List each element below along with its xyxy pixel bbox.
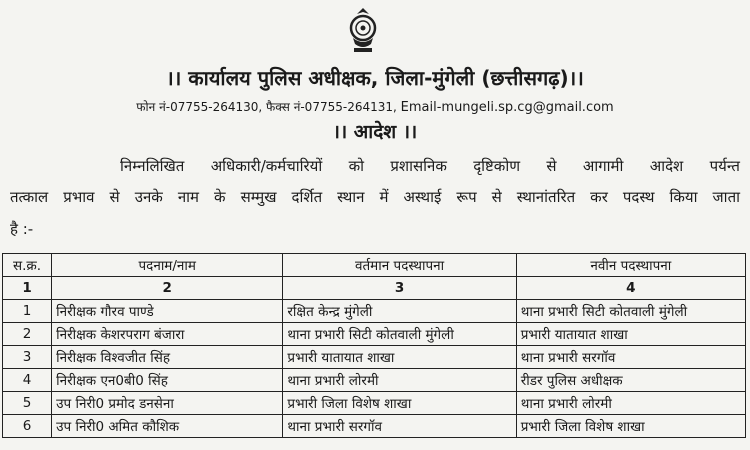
row-new-posting: रीडर पुलिस अधीक्षक <box>516 369 745 392</box>
table-row <box>3 323 746 346</box>
row-name: उप निरी0 प्रमोद डनसेना <box>52 392 283 415</box>
column-number: 4 <box>516 277 745 300</box>
column-number: 3 <box>283 277 516 300</box>
header-serial: स.क्र. <box>3 254 52 277</box>
row-current-posting: प्रभारी जिला विशेष शाखा <box>283 392 516 415</box>
row-new-posting: प्रभारी यातायात शाखा <box>516 323 745 346</box>
row-new-posting: प्रभारी जिला विशेष शाखा <box>516 415 745 438</box>
row-current-posting: थाना प्रभारी सरगॉव <box>283 415 516 438</box>
body-text-line-3: है :- <box>10 220 34 238</box>
table-row <box>3 346 746 369</box>
contact-line <box>0 98 750 115</box>
row-name: निरीक्षक गौरव पाण्डे <box>52 300 283 323</box>
column-number: 1 <box>3 277 52 300</box>
table-row <box>3 369 746 392</box>
table-row <box>3 415 746 438</box>
column-number-row <box>3 277 746 300</box>
row-new-posting: थाना प्रभारी सरगॉव <box>516 346 745 369</box>
body-text-line-2: तत्काल प्रभाव से उनके नाम के सम्मुख दर्शित स्थान में अस्थाई रूप से स्थानांतरित कर पदस्थ किया जाता <box>10 188 740 206</box>
row-name: उप निरी0 अमित कौशिक <box>52 415 283 438</box>
row-name: निरीक्षक विश्वजीत सिंह <box>52 346 283 369</box>
table-row <box>3 392 746 415</box>
row-serial: 1 <box>3 300 52 323</box>
police-emblem-icon <box>345 6 381 56</box>
row-current-posting: थाना प्रभारी सिटी कोतवाली मुंगेली <box>283 323 516 346</box>
contact-email: Email-mungeli.sp.cg@gmail.com <box>400 100 614 115</box>
column-number: 2 <box>52 277 283 300</box>
row-current-posting: थाना प्रभारी लोरमी <box>283 369 516 392</box>
order-title: ।। आदेश ।। <box>332 121 418 143</box>
office-title: ।। कार्यालय पुलिस अधीक्षक, जिला-मुंगेली (छत्तीसगढ़)।। <box>166 66 584 90</box>
body-text-line-1: निम्नलिखित अधिकारी/कर्मचारियों को प्रशासनिक दृष्टिकोण से आगामी आदेश पर्यन्त <box>120 157 740 175</box>
row-current-posting: रक्षित केन्द्र मुंगेली <box>283 300 516 323</box>
header-current-posting: वर्तमान पदस्थापना <box>283 254 516 277</box>
row-current-posting: प्रभारी यातायात शाखा <box>283 346 516 369</box>
header-new-posting: नवीन पदस्थापना <box>516 254 745 277</box>
contact-phone-fax: फोन नं-07755-264130, फैक्स नं-07755-264131, <box>136 100 397 114</box>
row-new-posting: थाना प्रभारी लोरमी <box>516 392 745 415</box>
row-name: निरीक्षक एन0बी0 सिंह <box>52 369 283 392</box>
row-new-posting: थाना प्रभारी सिटी कोतवाली मुंगेली <box>516 300 745 323</box>
row-serial: 4 <box>3 369 52 392</box>
row-serial: 5 <box>3 392 52 415</box>
row-serial: 6 <box>3 415 52 438</box>
row-serial: 3 <box>3 346 52 369</box>
row-serial: 2 <box>3 323 52 346</box>
header-name: पदनाम/नाम <box>52 254 283 277</box>
table-header-row <box>3 254 746 277</box>
row-name: निरीक्षक केशरपराग बंजारा <box>52 323 283 346</box>
transfer-table <box>2 253 746 438</box>
table-row <box>3 300 746 323</box>
